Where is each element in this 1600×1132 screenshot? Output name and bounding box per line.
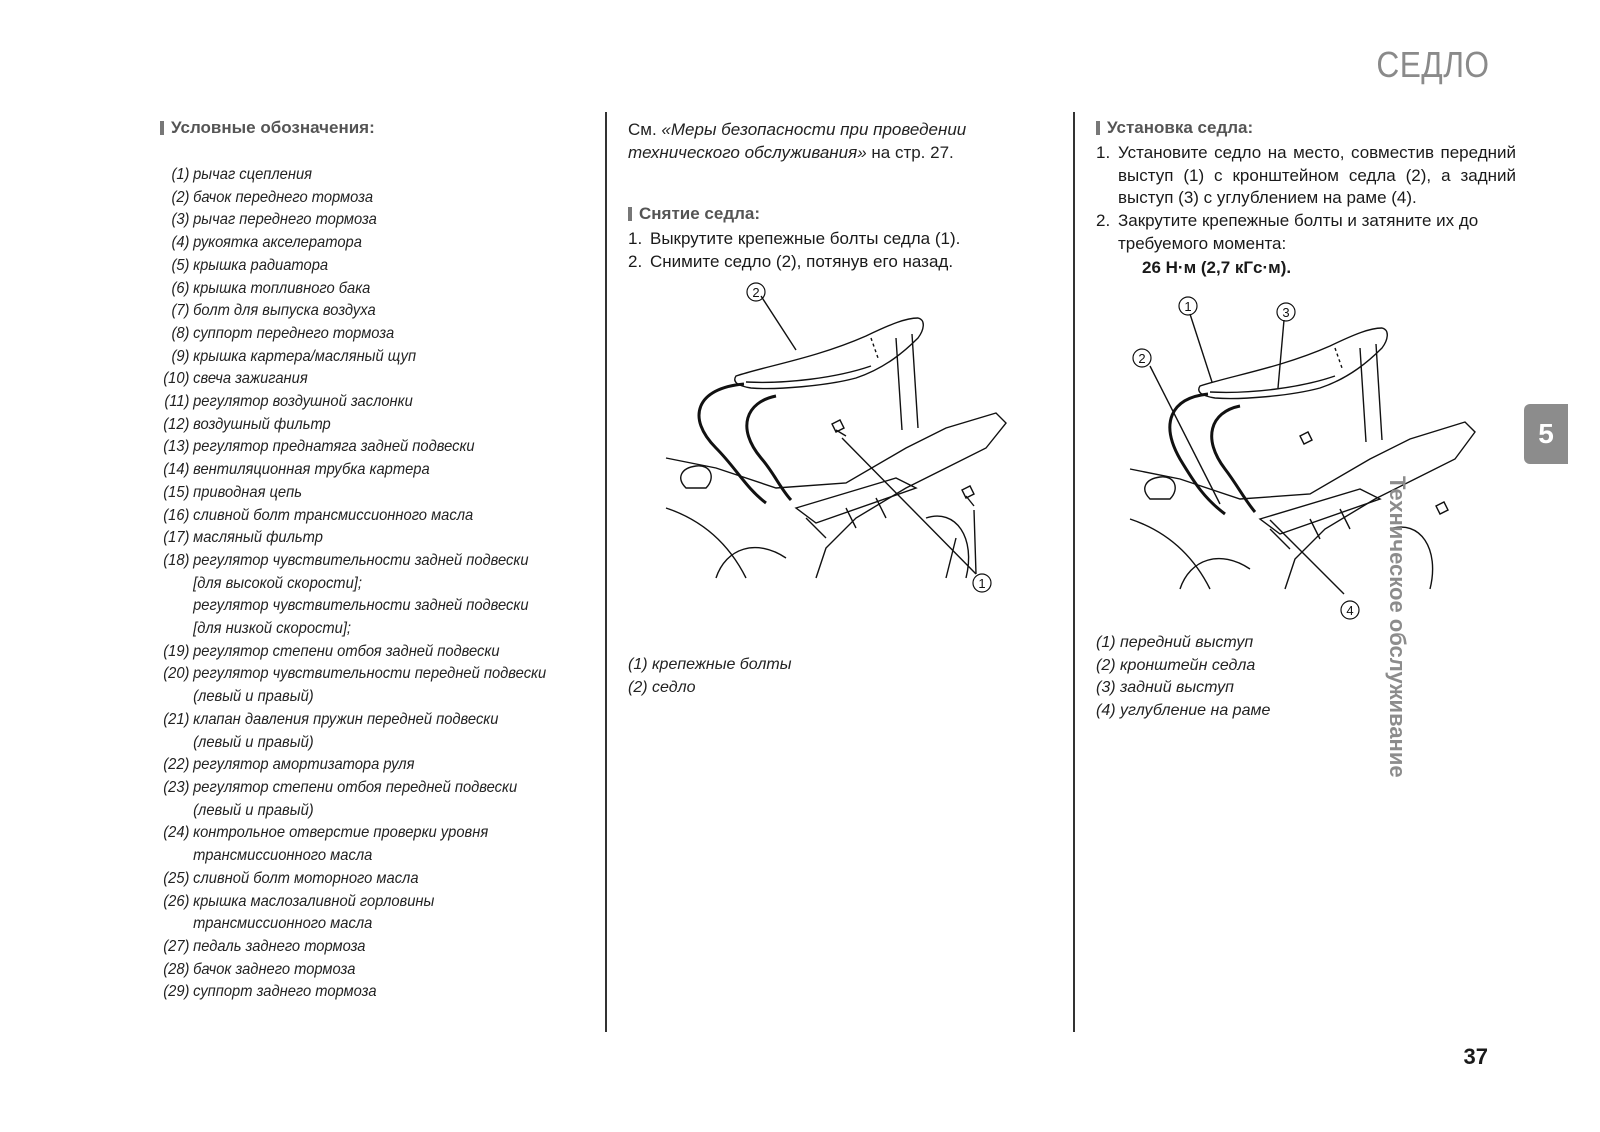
legend-item: (3) рычаг переднего тормоза (171, 211, 377, 229)
removal-steps (628, 228, 1008, 273)
legend-item: (5) крышка радиатора (171, 256, 329, 274)
legend-item: (12) воздушный фильтр (163, 415, 331, 433)
legend-item: (7) болт для выпуска воздуха (171, 302, 376, 320)
chapter-title: Техническое обслуживание (1385, 476, 1411, 778)
legend-item: (28) бачок заднего тормоза (163, 960, 356, 978)
legend-item: (левый и правый) (193, 801, 314, 819)
legend-item: (18) регулятор чувствительности задней подвески (163, 551, 529, 569)
column-divider (1073, 112, 1075, 1032)
legend-item: (1) рычаг сцепления (171, 166, 313, 183)
page-number: 37 (1463, 1044, 1488, 1069)
page-title: СЕДЛО (1376, 44, 1490, 85)
caption: (4) углубление на раме (1096, 702, 1271, 720)
legend-item: (22) регулятор амортизатора руля (163, 756, 415, 774)
legend-item: (19) регулятор степени отбоя задней подвески (163, 642, 500, 660)
install-heading: Установка седла: (1096, 118, 1516, 138)
legend-item: (21) клапан давления пружин передней подвески (163, 710, 499, 728)
legend-item: (6) крышка топливного бака (171, 279, 371, 297)
legend-list (160, 164, 580, 1004)
legend-item: [для низкой скорости]; (193, 620, 352, 638)
legend-item: (20) регулятор чувствительности передней подвески (163, 665, 547, 683)
callout-label: 1 (1184, 299, 1192, 314)
legend-heading: Условные обозначения: (160, 118, 580, 138)
legend-item: (23) регулятор степени отбоя передней подвески (163, 778, 518, 796)
chapter-tab: 5 (1524, 404, 1568, 464)
legend-item: (2) бачок переднего тормоза (171, 188, 374, 206)
legend-item: [для высокой скорости]; (193, 574, 362, 592)
list-item: 1. Установите седло на место, совместив передний выступ (1) с кронштейном седла (2), а задний выступ (3) с углублением на раме (4). (1096, 143, 1516, 208)
seat-removal-illustration (656, 278, 1016, 618)
legend-column (160, 118, 580, 1004)
legend-item: (левый и правый) (193, 688, 314, 706)
legend-item: (25) сливной болт моторного масла (163, 869, 419, 887)
legend-item: (13) регулятор преднатяга задней подвески (163, 438, 475, 456)
install-steps (1096, 142, 1516, 256)
caption: (1) передний выступ (1096, 634, 1254, 651)
removal-column (628, 118, 1008, 696)
legend-item: (4) рукоятка акселератора (171, 234, 362, 252)
torque-value: 26 Н·м (2,7 кГс·м). (1142, 257, 1292, 277)
legend-item: (левый и правый) (193, 733, 314, 751)
callout-label: 4 (1346, 603, 1354, 618)
legend-item: регулятор чувствительности задней подвески (193, 597, 529, 615)
legend-item: (11) регулятор воздушной заслонки (164, 393, 413, 411)
list-item: 1. Выкрутите крепежные болты седла (1). (628, 229, 961, 248)
legend-item: (8) суппорт переднего тормоза (171, 324, 395, 342)
safety-reference: См. «Меры безопасности при проведении технического обслуживания» на стр. 27. (628, 120, 967, 162)
caption: (3) задний выступ (1096, 679, 1234, 697)
legend-item: трансмиссионного масла (193, 847, 373, 865)
removal-heading: Снятие седла: (628, 204, 1008, 224)
list-item: 2. Снимите седло (2), потянув его назад. (628, 251, 954, 271)
legend-item: (10) свеча зажигания (163, 370, 308, 388)
caption: (2) седло (628, 678, 696, 696)
legend-item: (15) приводная цепь (163, 483, 302, 501)
legend-item: трансмиссионного масла (193, 915, 373, 933)
callout-label: 2 (1138, 351, 1146, 366)
callout-label: 1 (978, 576, 986, 591)
legend-item: (9) крышка картера/масляный щуп (171, 347, 417, 365)
legend-item: (24) контрольное отверстие проверки уровня (163, 824, 489, 842)
removal-captions (628, 654, 791, 699)
legend-item: (26) крышка маслозаливной горловины (163, 892, 435, 910)
callout-label: 3 (1282, 305, 1290, 320)
seat-install-illustration (1120, 294, 1490, 634)
legend-item: (16) сливной болт трансмиссионного масла (163, 506, 474, 524)
column-divider (605, 112, 607, 1032)
list-item: 2. Закрутите крепежные болты и затяните их до требуемого момента: (1096, 211, 1479, 253)
legend-item: (29) суппорт заднего тормоза (163, 983, 377, 1001)
caption: (1) крепежные болты (628, 656, 792, 673)
install-captions (1096, 632, 1270, 723)
legend-item: (27) педаль заднего тормоза (163, 937, 366, 955)
legend-item: (14) вентиляционная трубка картера (163, 461, 430, 479)
caption: (2) кронштейн седла (1096, 656, 1256, 674)
legend-item: (17) масляный фильтр (163, 529, 323, 547)
callout-label: 2 (752, 285, 760, 300)
